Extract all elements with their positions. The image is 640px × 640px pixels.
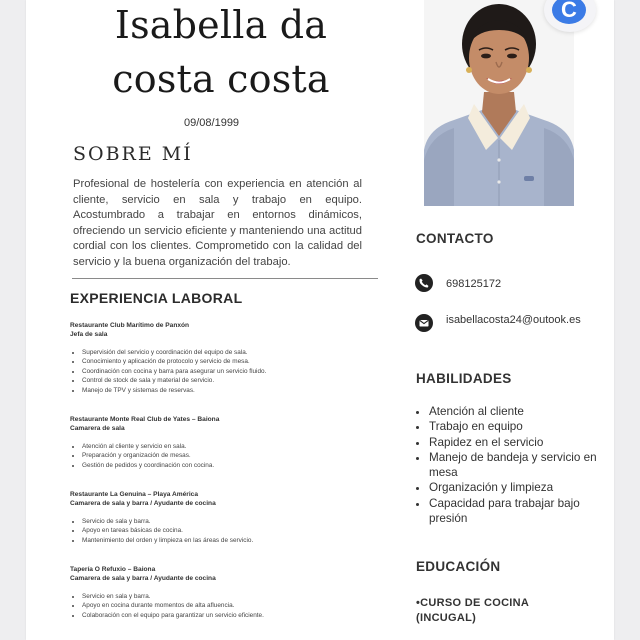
email-icon — [415, 314, 433, 332]
job-task-list — [70, 348, 370, 395]
job-entry — [70, 321, 370, 395]
birth-date: 09/08/1999 — [184, 117, 240, 129]
skill-item: • Manejo de bandeja y servicio en mesa — [429, 450, 599, 481]
job-company: Restaurante Monte Real Club de Yates – Baiona — [70, 416, 220, 423]
job-role: Camarera de sala — [70, 425, 125, 432]
contact-email: isabellacosta24@outook.es — [446, 314, 581, 326]
job-entry — [70, 490, 370, 545]
name-line-1: Isabella da — [114, 3, 328, 47]
job-company: Restaurante Club Marítimo de Panxón — [70, 322, 190, 329]
skill-item: • Trabajo en equipo — [429, 419, 599, 434]
skill-item: • Capacidad para trabajar bajo presión — [429, 496, 599, 527]
job-task: • Preparación y organización de mesas. — [82, 451, 370, 460]
job-task: • Supervisión del servicio y coordinación del equipo de sala. — [82, 348, 370, 357]
about-title: SOBRE MÍ — [73, 143, 193, 165]
job-company: Restaurante La Genuina – Playa América — [70, 491, 199, 498]
job-company: Tapería O Refuxio – Baiona — [70, 566, 156, 573]
job-task: • Coordinación con cocina y barra para asegurar un servicio fluido. — [82, 367, 370, 376]
skill-item: • Atención al cliente — [429, 404, 599, 419]
job-role: Camarera de sala y barra / Ayudante de cocina — [70, 575, 216, 582]
phone-icon — [415, 274, 433, 292]
job-task: • Control de stock de sala y material de servicio. — [82, 376, 370, 385]
job-task-list — [70, 442, 370, 470]
job-task: • Apoyo en cocina durante momentos de alta afluencia. — [82, 601, 370, 610]
profile-photo — [424, 0, 574, 206]
skills-list — [416, 404, 599, 526]
job-task: • Apoyo en tareas básicas de cocina. — [82, 526, 370, 535]
contact-title: CONTACTO — [416, 231, 494, 246]
about-text: Profesional de hostelería con experiencia en atención al cliente, servicio en sala y trabajo en equipo. Acostumbrado a trabajar en entornos dinámicos, ofreciendo un servicio eficiente y manteniendo una actitud cordial con los clientes. Comprometido con la calidad del servicio y la buena organización del trabajo. — [73, 178, 362, 268]
name-line-2: costa costa — [112, 57, 330, 101]
skill-item: • Rapidez en el servicio — [429, 435, 599, 450]
job-task-list — [70, 592, 370, 620]
portrait-illustration — [424, 0, 574, 206]
experience-title: EXPERIENCIA LABORAL — [70, 290, 243, 306]
job-entry — [70, 415, 370, 470]
job-task: • Gestión de pedidos y coordinación con cocina. — [82, 461, 370, 470]
section-divider — [72, 278, 378, 279]
resume-page — [26, 0, 614, 640]
job-task: • Conocimiento y aplicación de protocolo y servicio de mesa. — [82, 357, 370, 366]
contact-phone: 698125172 — [446, 278, 502, 290]
job-task: • Manejo de TPV y sistemas de reservas. — [82, 386, 370, 395]
job-role: Jefa de sala — [70, 331, 108, 338]
app-logo-icon: C — [552, 0, 586, 24]
job-entry — [70, 565, 370, 620]
job-task-list — [70, 517, 370, 545]
job-task: • Servicio en sala y barra. — [82, 592, 370, 601]
education-item: •CURSO DE COCINA (INCUGAL) — [416, 597, 529, 624]
job-task: • Atención al cliente y servicio en sala. — [82, 442, 370, 451]
job-task: • Colaboración con el equipo para garantizar un servicio eficiente. — [82, 611, 370, 620]
job-task: • Mantenimiento del orden y limpieza en las áreas de servicio. — [82, 536, 370, 545]
skills-title: HABILIDADES — [416, 371, 512, 386]
job-role: Camarera de sala y barra / Ayudante de cocina — [70, 500, 216, 507]
job-task: • Servicio de sala y barra. — [82, 517, 370, 526]
education-title: EDUCACIÓN — [416, 559, 501, 574]
skill-item: • Organización y limpieza — [429, 480, 599, 495]
